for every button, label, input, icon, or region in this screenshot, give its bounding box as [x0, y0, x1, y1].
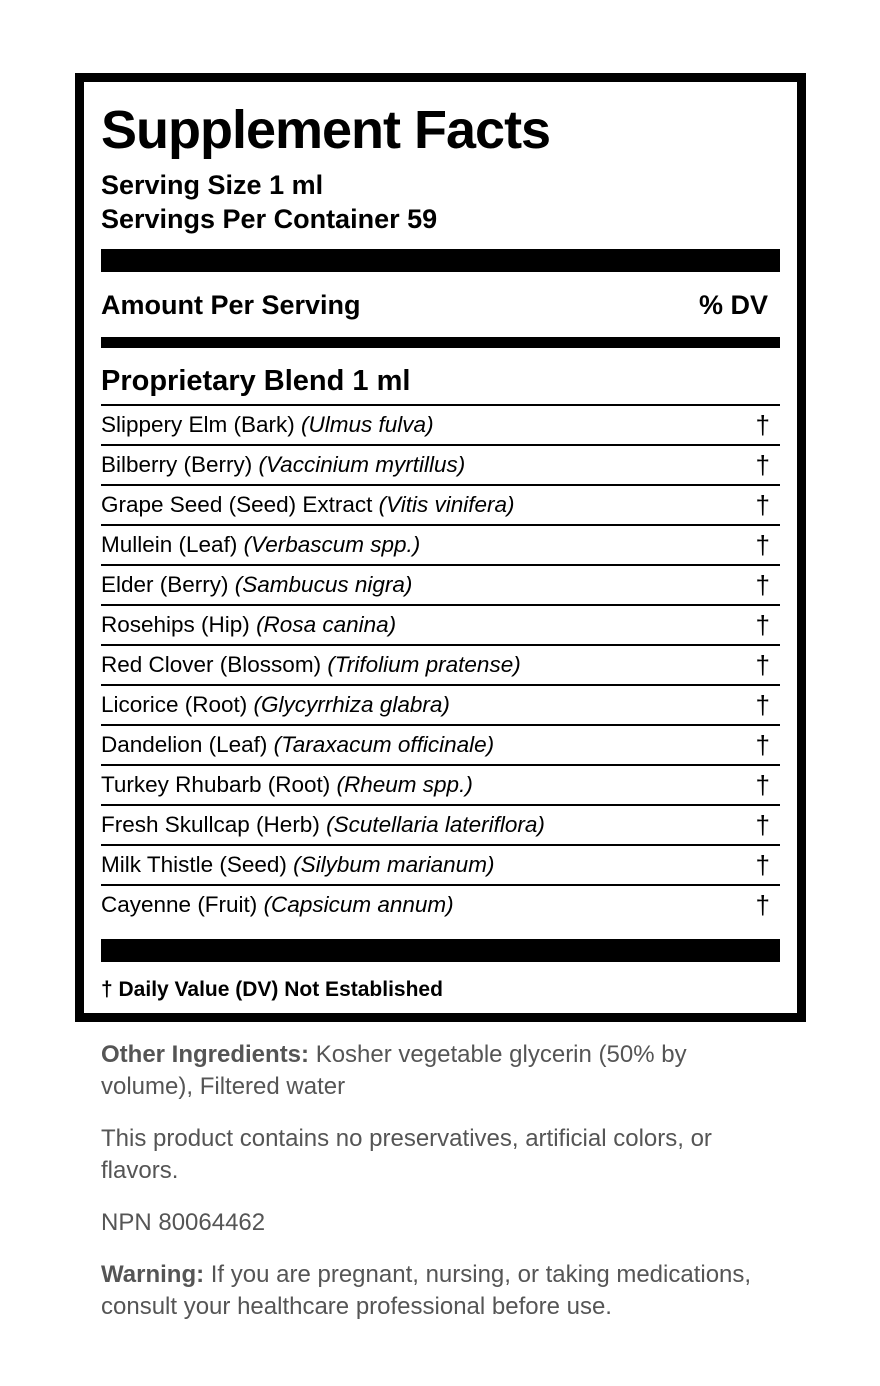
ingredient-latin-name: (Vitis vinifera)	[378, 492, 515, 517]
ingredient-name	[101, 566, 412, 604]
ingredient-common-name: Slippery Elm (Bark)	[101, 412, 302, 437]
warning-text: If you are pregnant, nursing, or taking medications, consult your healthcare professional before use.	[101, 1261, 752, 1320]
dv-footnote: † Daily Value (DV) Not Established	[101, 978, 443, 1001]
ingredient-row	[101, 566, 780, 606]
ingredient-name	[101, 486, 515, 524]
panel-inner	[101, 82, 780, 1013]
ingredient-dv-dagger: †	[755, 850, 770, 880]
ingredient-name	[101, 726, 494, 764]
ingredient-row	[101, 886, 780, 924]
ingredient-name	[101, 646, 521, 684]
ingredient-latin-name: (Ulmus fulva)	[301, 412, 434, 437]
ingredient-name	[101, 446, 465, 484]
ingredient-common-name: Bilberry (Berry)	[101, 452, 259, 477]
ingredient-common-name: Elder (Berry)	[101, 572, 235, 597]
ingredient-latin-name: (Trifolium pratense)	[327, 652, 521, 677]
other-ingredients-text: Kosher vegetable glycerin (50% by volume), Filtered water	[101, 1041, 687, 1100]
divider-bar-top	[101, 249, 780, 272]
ingredient-common-name: Red Clover (Blossom)	[101, 652, 328, 677]
ingredient-name	[101, 806, 545, 844]
ingredient-row	[101, 646, 780, 686]
amount-header-row	[101, 287, 780, 323]
ingredient-latin-name: (Capsicum annum)	[263, 892, 454, 917]
no-preservatives-note: This product contains no preservatives, artificial colors, or flavors.	[101, 1125, 712, 1184]
npn-number: NPN 80064462	[101, 1209, 266, 1236]
ingredient-common-name: Licorice (Root)	[101, 692, 254, 717]
divider-bar-middle	[101, 337, 780, 348]
ingredient-common-name: Rosehips (Hip)	[101, 612, 257, 637]
ingredient-name	[101, 886, 454, 924]
ingredient-latin-name: (Taraxacum officinale)	[273, 732, 495, 757]
ingredient-dv-dagger: †	[755, 770, 770, 800]
ingredient-common-name: Grape Seed (Seed) Extract	[101, 492, 379, 517]
ingredient-row	[101, 686, 780, 726]
ingredient-name	[101, 766, 473, 804]
ingredient-row	[101, 446, 780, 486]
panel-title: Supplement Facts	[101, 100, 551, 160]
ingredient-dv-dagger: †	[755, 730, 770, 760]
ingredient-name	[101, 406, 434, 444]
ingredient-latin-name: (Rosa canina)	[256, 612, 397, 637]
proprietary-blend-heading: Proprietary Blend 1 ml	[101, 365, 411, 397]
dv-header: % DV	[698, 290, 768, 320]
ingredient-dv-dagger: †	[755, 490, 770, 520]
ingredient-dv-dagger: †	[755, 410, 770, 440]
ingredient-common-name: Cayenne (Fruit)	[101, 892, 264, 917]
amount-per-serving-label: Amount Per Serving	[101, 290, 361, 320]
ingredient-row	[101, 766, 780, 806]
ingredient-dv-dagger: †	[755, 890, 770, 920]
ingredient-common-name: Milk Thistle (Seed)	[101, 852, 294, 877]
ingredient-latin-name: (Rheum spp.)	[336, 772, 473, 797]
ingredient-dv-dagger: †	[755, 650, 770, 680]
warning	[101, 1259, 781, 1323]
warning-label: Warning:	[101, 1261, 205, 1288]
ingredient-latin-name: (Sambucus nigra)	[234, 572, 413, 597]
ingredient-common-name: Mullein (Leaf)	[101, 532, 244, 557]
ingredient-list	[101, 404, 780, 924]
ingredient-name	[101, 606, 396, 644]
ingredient-row	[101, 806, 780, 846]
ingredient-latin-name: (Verbascum spp.)	[243, 532, 421, 557]
ingredient-latin-name: (Vaccinium myrtillus)	[258, 452, 466, 477]
ingredient-dv-dagger: †	[755, 530, 770, 560]
ingredient-row	[101, 486, 780, 526]
divider-bar-bottom	[101, 939, 780, 962]
ingredient-name	[101, 846, 494, 884]
ingredient-common-name: Dandelion (Leaf)	[101, 732, 274, 757]
ingredient-dv-dagger: †	[755, 810, 770, 840]
ingredient-row	[101, 606, 780, 646]
ingredient-latin-name: (Glycyrrhiza glabra)	[253, 692, 450, 717]
other-ingredients-label: Other Ingredients:	[101, 1041, 310, 1068]
ingredient-dv-dagger: †	[755, 690, 770, 720]
ingredient-common-name: Turkey Rhubarb (Root)	[101, 772, 337, 797]
ingredient-common-name: Fresh Skullcap (Herb)	[101, 812, 327, 837]
ingredient-latin-name: (Silybum marianum)	[293, 852, 495, 877]
ingredient-row	[101, 846, 780, 886]
ingredient-latin-name: (Scutellaria lateriflora)	[326, 812, 545, 837]
ingredient-dv-dagger: †	[755, 570, 770, 600]
ingredient-name	[101, 686, 450, 724]
ingredient-name	[101, 526, 420, 564]
other-ingredients	[101, 1039, 781, 1103]
ingredient-row	[101, 526, 780, 566]
ingredient-row	[101, 406, 780, 446]
servings-per-container: Servings Per Container 59	[101, 204, 438, 234]
ingredient-dv-dagger: †	[755, 610, 770, 640]
ingredient-row	[101, 726, 780, 766]
supplement-facts-panel	[75, 73, 806, 1022]
serving-size: Serving Size 1 ml	[101, 170, 324, 200]
ingredient-dv-dagger: †	[755, 450, 770, 480]
